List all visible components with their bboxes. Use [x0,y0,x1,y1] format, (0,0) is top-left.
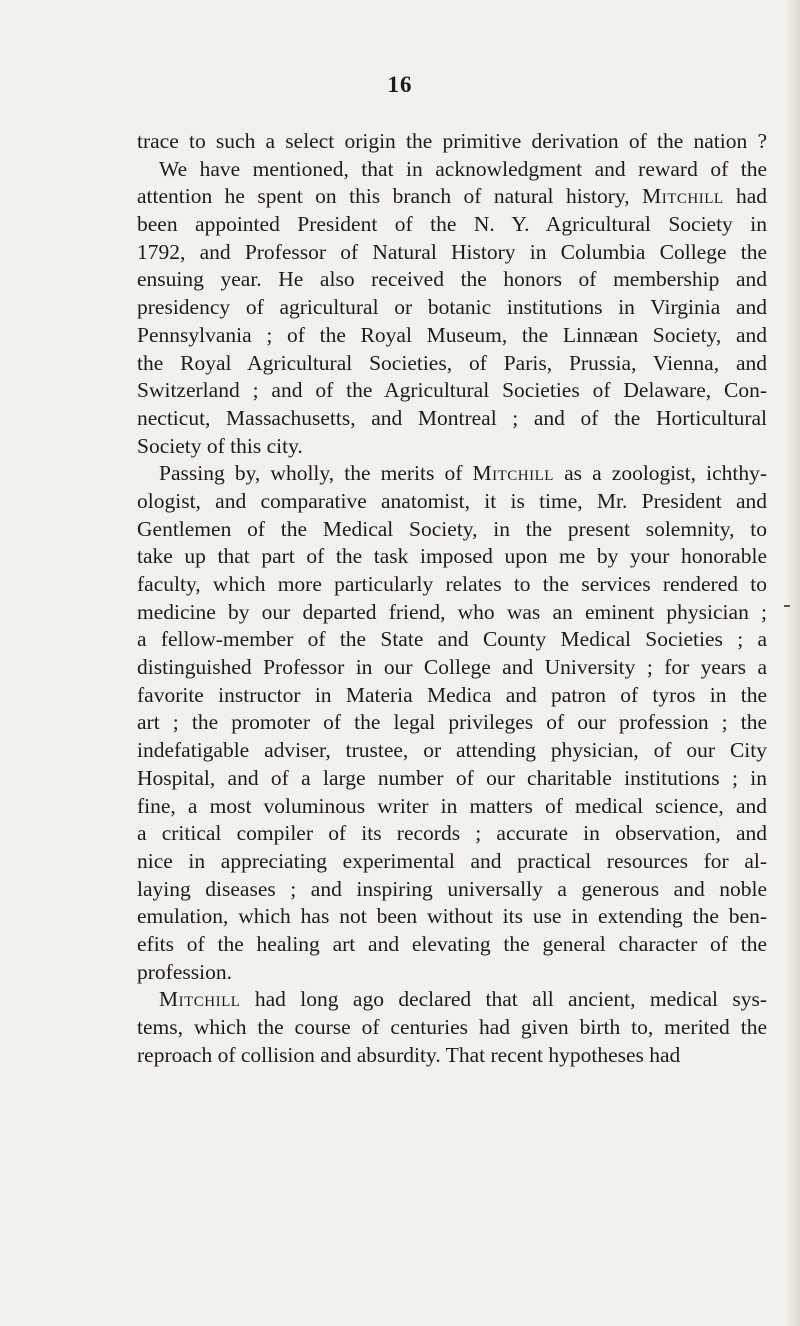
small-caps-name: Mitchill [472,461,554,486]
text-line: emulation, which has not been without its use in extending the ben- [137,904,767,929]
text-line: efits of the healing art and elevating the general character of the [137,931,767,956]
text-line: nice in appreciating experimental and practical resources for al- [137,848,767,873]
text-line: a critical compiler of its records ; accurate in observation, and [137,821,767,846]
text-line: faculty, which more particularly relates to the services rendered to [137,572,767,596]
text-line: Mitchill had long ago declared that all ancient, medical sys- [159,987,767,1012]
page-number: 16 [387,72,413,97]
text-line: presidency of agricultural or botanic institutions in Virginia and [137,295,767,320]
text-line: Passing by, wholly, the merits of Mitchill as a zoologist, ichthy- [159,461,768,486]
text-line: Gentlemen of the Medical Society, in the present solemnity, to [137,516,767,541]
text-line: Hospital, and of a large number of our charitable institutions ; in [137,765,767,790]
text-line: art ; the promoter of the legal privileges of our profession ; the [137,710,767,735]
text-line: medicine by our departed friend, who was an eminent physician ; [137,599,767,624]
body-text [137,128,767,1069]
text-line: necticut, Massachusetts, and Montreal ; and of the Horticultural [137,405,767,430]
page-edge-shadow [786,0,800,1326]
text-line: fine, a most voluminous writer in matters of medical science, and [137,793,767,818]
text-line: favorite instructor in Materia Medica and patron of tyros in the [137,682,767,707]
text-line: Pennsylvania ; of the Royal Museum, the Linnæan Society, and [137,322,767,347]
text-line: the Royal Agricultural Societies, of Paris, Prussia, Vienna, and [137,350,767,375]
text-line: Society of this city. [137,433,303,458]
small-caps-name: Mitchill [159,987,241,1012]
text-line: 1792, and Professor of Natural History in Columbia College the [137,239,767,264]
text-line: ensuing year. He also received the honors of membership and [137,267,767,292]
text-line: distinguished Professor in our College and University ; for years a [137,655,767,680]
small-caps-name: Mitchill [642,184,724,209]
text-line: ologist, and comparative anatomist, it is time, Mr. President and [137,488,767,513]
text-line: Switzerland ; and of the Agricultural Societies of Delaware, Con- [137,378,767,403]
text-line: profession. [137,959,232,984]
margin-mark [784,605,790,607]
text-line: trace to such a select origin the primitive derivation of the nation ? [137,129,767,153]
text-line: laying diseases ; and inspiring universally a generous and noble [137,876,767,901]
text-line: attention he spent on this branch of natural history, Mitchill had [137,184,767,209]
text-line: tems, which the course of centuries had given birth to, merited the [137,1015,767,1039]
text-line: We have mentioned, that in acknowledgment and reward of the [159,156,767,181]
text-line: take up that part of the task imposed upon me by your honorable [137,544,767,569]
text-line: a fellow-member of the State and County Medical Societies ; a [137,627,767,652]
text-line: reproach of collision and absurdity. That recent hypotheses had [137,1042,681,1067]
text-line: indefatigable adviser, trustee, or attending physician, of our City [137,738,767,763]
text-line: been appointed President of the N. Y. Agricultural Society in [137,212,767,237]
